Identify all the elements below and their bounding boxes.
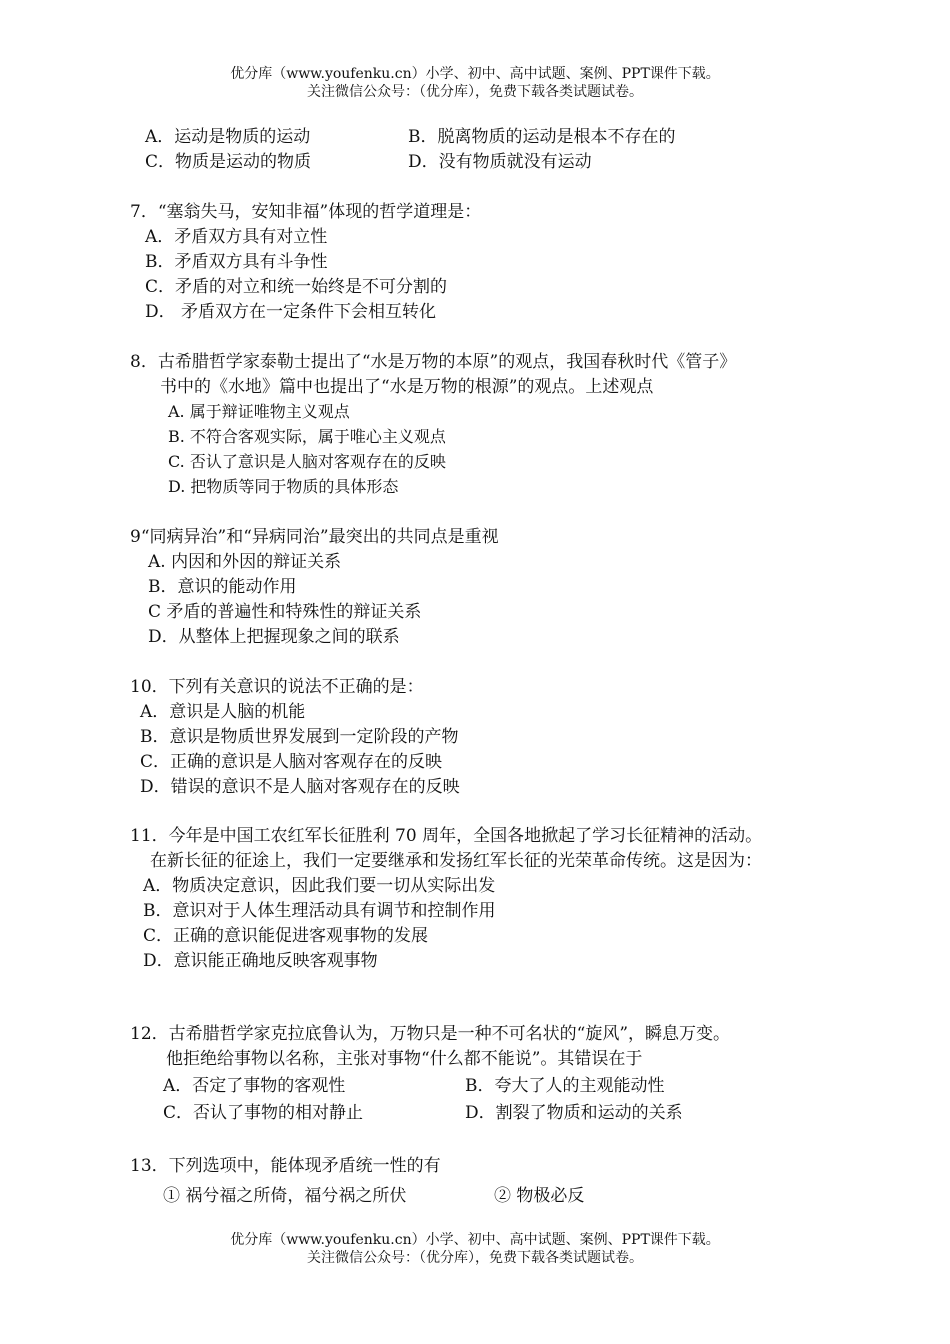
q8-stem-line-1: 8．古希腊哲学家泰勒士提出了“水是万物的本原”的观点，我国春秋时代《管子》 bbox=[130, 352, 737, 372]
q7-stem: 7．“塞翁失马，安知非福”体现的哲学道理是： bbox=[130, 202, 482, 222]
q11-stem-line-1: 11．今年是中国工农红军长征胜利 70 周年，全国各地掀起了学习长征精神的活动。 bbox=[130, 826, 763, 846]
q12-stem-line-1: 12．古希腊哲学家克拉底鲁认为，万物只是一种不可名状的“旋风”，瞬息万变。 bbox=[130, 1024, 731, 1044]
q11-stem-line-2: 在新长征的征途上，我们一定要继承和发扬红军长征的光荣革命传统。这是因为： bbox=[150, 851, 762, 871]
q9-stem: 9“同病异治”和“异病同治”最突出的共同点是重视 bbox=[130, 527, 499, 547]
q8-option-b: B. 不符合客观实际，属于唯心主义观点 bbox=[168, 427, 446, 446]
q13-stem: 13．下列选项中，能体现矛盾统一性的有 bbox=[130, 1156, 441, 1176]
header-line-1: 优分库（www.youfenku.cn）小学、初中、高中试题、案例、PPT课件下载。 bbox=[230, 66, 720, 82]
q12-option-b: B．夸大了人的主观能动性 bbox=[465, 1076, 665, 1096]
q11-option-c: C．正确的意识能促进客观事物的发展 bbox=[143, 926, 429, 946]
q12-option-c: C．否认了事物的相对静止 bbox=[163, 1103, 364, 1123]
footer-line-2: 关注微信公众号：（优分库），免费下载各类试题试卷。 bbox=[307, 1250, 643, 1266]
q6-option-b: B．脱离物质的运动是根本不存在的 bbox=[408, 127, 676, 147]
q10-stem: 10．下列有关意识的说法不正确的是： bbox=[130, 677, 424, 697]
header-line-2: 关注微信公众号：（优分库），免费下载各类试题试卷。 bbox=[307, 84, 643, 100]
q12-option-a: A．否定了事物的客观性 bbox=[163, 1076, 346, 1096]
q11-option-d: D．意识能正确地反映客观事物 bbox=[143, 951, 378, 971]
q7-option-d: D． 矛盾双方在一定条件下会相互转化 bbox=[145, 302, 437, 322]
q11-option-a: A．物质决定意识，因此我们要一切从实际出发 bbox=[143, 876, 496, 896]
q10-option-d: D．错误的意识不是人脑对客观存在的反映 bbox=[140, 777, 460, 797]
q8-option-a: A. 属于辩证唯物主义观点 bbox=[168, 402, 350, 421]
q7-option-a: A．矛盾双方具有对立性 bbox=[145, 227, 328, 247]
q6-option-c: C．物质是运动的物质 bbox=[145, 152, 312, 172]
q9-option-d: D．从整体上把握现象之间的联系 bbox=[148, 627, 400, 647]
q10-option-b: B．意识是物质世界发展到一定阶段的产物 bbox=[140, 727, 459, 747]
q8-stem-line-2: 书中的《水地》篇中也提出了“水是万物的根源”的观点。上述观点 bbox=[160, 377, 654, 397]
q9-option-c: C 矛盾的普遍性和特殊性的辩证关系 bbox=[148, 602, 422, 622]
q8-option-c: C. 否认了意识是人脑对客观存在的反映 bbox=[168, 452, 446, 471]
q10-option-c: C．正确的意识是人脑对客观存在的反映 bbox=[140, 752, 443, 772]
q6-option-d: D．没有物质就没有运动 bbox=[408, 152, 592, 172]
q11-option-b: B．意识对于人体生理活动具有调节和控制作用 bbox=[143, 901, 496, 921]
q13-item-2: ② 物极必反 bbox=[494, 1186, 585, 1206]
q12-stem-line-2: 他拒绝给事物以名称，主张对事物“什么都不能说”。其错误在于 bbox=[166, 1049, 643, 1069]
q9-option-a: A. 内因和外因的辩证关系 bbox=[148, 552, 342, 572]
q7-option-b: B．矛盾双方具有斗争性 bbox=[145, 252, 328, 272]
q12-option-d: D．割裂了物质和运动的关系 bbox=[465, 1103, 683, 1123]
q10-option-a: A．意识是人脑的机能 bbox=[140, 702, 306, 722]
footer-line-1: 优分库（www.youfenku.cn）小学、初中、高中试题、案例、PPT课件下载。 bbox=[230, 1232, 720, 1248]
q6-option-a: A．运动是物质的运动 bbox=[145, 127, 311, 147]
q7-option-c: C．矛盾的对立和统一始终是不可分割的 bbox=[145, 277, 448, 297]
q8-option-d: D. 把物质等同于物质的具体形态 bbox=[168, 477, 399, 496]
q9-option-b: B．意识的能动作用 bbox=[148, 577, 297, 597]
q13-item-1: ① 祸兮福之所倚，福兮祸之所伏 bbox=[163, 1186, 407, 1206]
